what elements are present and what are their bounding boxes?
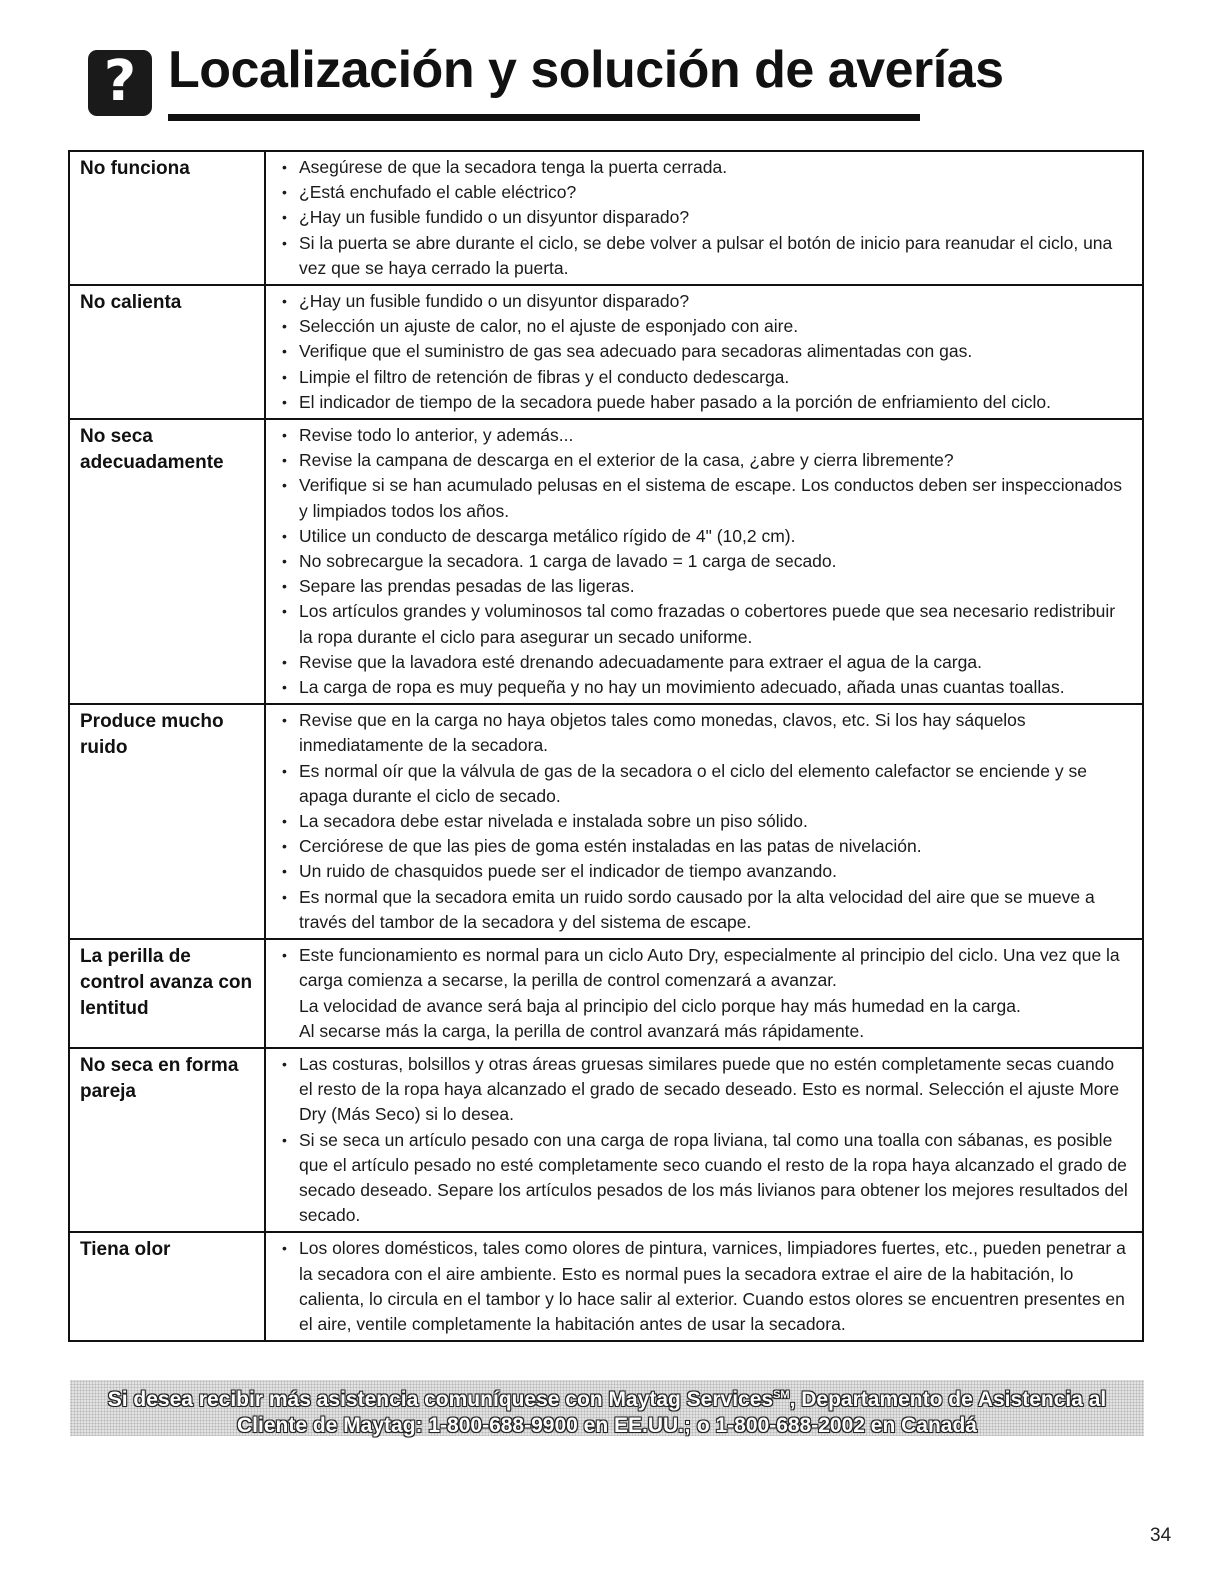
solution-item: • Revise que en la carga no haya objetos tales como monedas, clavos, etc. Si los hay sáquelos inmediatamente de la secadora. xyxy=(280,708,1132,758)
assistance-text-start: Si desea recibir más asistencia comuníquese con Maytag Services xyxy=(107,1388,774,1411)
table-row xyxy=(69,704,1143,939)
question-mark-icon: ? xyxy=(88,50,152,116)
solution-item: • Las costuras, bolsillos y otras áreas gruesas similares puede que no estén completamente secas cuando el resto de la ropa haya alcanzado el grado de secado deseado. Esto es normal. Selección el ajuste More Dry (Más Seco) si lo desea. xyxy=(280,1052,1132,1128)
table-row xyxy=(69,285,1143,419)
title-underline xyxy=(168,114,920,121)
table-row xyxy=(69,419,1143,704)
solution-item: • Este funcionamiento es normal para un ciclo Auto Dry, especialmente al principio del ciclo. Una vez que la carga comienza a secarse, la perilla de control comenzará a avanzar. xyxy=(280,943,1132,993)
assistance-banner-line-1 xyxy=(70,1382,1144,1413)
service-mark: SM xyxy=(773,1389,790,1401)
problem-label: Produce mucho ruido xyxy=(69,704,265,939)
table-row xyxy=(69,151,1143,285)
solution-item: • Separe las prendas pesadas de las ligeras. xyxy=(280,574,1132,599)
table-row xyxy=(69,1232,1143,1341)
solution-item: • La secadora debe estar nivelada e instalada sobre un piso sólido. xyxy=(280,809,1132,834)
solution-item: La velocidad de avance será baja al principio del ciclo porque hay más humedad en la carga. xyxy=(299,995,1021,1016)
problem-label: No funciona xyxy=(69,151,265,285)
solution-item: • ¿Está enchufado el cable eléctrico? xyxy=(280,180,1132,205)
solutions-cell xyxy=(265,704,1143,939)
solutions-cell xyxy=(265,285,1143,419)
problem-label: No calienta xyxy=(69,285,265,419)
solution-item: • Es normal oír que la válvula de gas de la secadora o el ciclo del elemento calefactor se enciende y se apaga durante el ciclo de secado. xyxy=(280,759,1132,809)
solutions-list xyxy=(280,289,1132,415)
solution-item: • Los artículos grandes y voluminosos tal como frazadas o cobertores puede que sea necesario redistribuir la ropa durante el ciclo para asegurar un secado uniforme. xyxy=(280,599,1132,649)
page-title: Localización y solución de averías xyxy=(168,41,1004,99)
solution-item: • Verifique si se han acumulado pelusas en el sistema de escape. Los conductos deben ser inspeccionados y limpiados todos los años. xyxy=(280,473,1132,523)
solution-item: • Cerciórese de que las pies de goma estén instaladas en las patas de nivelación. xyxy=(280,834,1132,859)
solution-item: • Asegúrese de que la secadora tenga la puerta cerrada. xyxy=(280,155,1132,180)
solution-item: • Un ruido de chasquidos puede ser el indicador de tiempo avanzando. xyxy=(280,859,1132,884)
solutions-cell xyxy=(265,151,1143,285)
solutions-list xyxy=(280,708,1132,935)
assistance-banner-line-2: Cliente de Maytag: 1-800-688-9900 en EE.UU.; o 1-800-688-2002 en Canadá xyxy=(237,1414,977,1437)
solution-item: • ¿Hay un fusible fundido o un disyuntor disparado? xyxy=(280,289,1132,314)
solutions-list xyxy=(280,155,1132,281)
page-header xyxy=(88,36,1004,122)
solution-item: • Si la puerta se abre durante el ciclo, se debe volver a pulsar el botón de inicio para reanudar el ciclo, una vez que se haya cerrado la puerta. xyxy=(280,231,1132,281)
troubleshooting-table-body xyxy=(69,151,1143,1341)
solution-item: Al secarse más la carga, la perilla de control avanzará más rápidamente. xyxy=(299,1020,865,1041)
solutions-cell xyxy=(265,1232,1143,1341)
troubleshooting-table xyxy=(68,150,1144,1342)
solution-item: • Verifique que el suministro de gas sea adecuado para secadoras alimentadas con gas. xyxy=(280,339,1132,364)
table-row xyxy=(69,1048,1143,1232)
solution-item: • Es normal que la secadora emita un ruido sordo causado por la alta velocidad del aire que se mueve a través del tambor de la secadora y del sistema de escape. xyxy=(280,885,1132,935)
solutions-list xyxy=(280,423,1132,700)
solution-item: • Selección un ajuste de calor, no el ajuste de esponjado con aire. xyxy=(280,314,1132,339)
table-row xyxy=(69,939,1143,1048)
solutions-list xyxy=(280,943,1132,1044)
solution-item: • Utilice un conducto de descarga metálico rígido de 4" (10,2 cm). xyxy=(280,524,1132,549)
solution-item: • Revise todo lo anterior, y además... xyxy=(280,423,1132,448)
problem-label: No seca en forma pareja xyxy=(69,1048,265,1232)
assistance-text-end: , Departamento de Asistencia al xyxy=(789,1388,1107,1411)
page-number: 34 xyxy=(1150,1525,1172,1546)
solution-item: • Si se seca un artículo pesado con una carga de ropa liviana, tal como una toalla con sábanas, es posible que el artículo pesado no esté completamente seco cuando el resto de la ropa haya alcanzado el grado de secado deseado. Separe los artículos pesados de los más livianos para obtener los mejores resultados del secado. xyxy=(280,1128,1132,1229)
solutions-cell xyxy=(265,1048,1143,1232)
solution-item: • Limpie el filtro de retención de fibras y el conducto dedescarga. xyxy=(280,365,1132,390)
solutions-list xyxy=(280,1236,1132,1337)
solutions-cell xyxy=(265,419,1143,704)
solution-item: • Revise la campana de descarga en el exterior de la casa, ¿abre y cierra libremente? xyxy=(280,448,1132,473)
problem-label: La perilla de control avanza con lentitud xyxy=(69,939,265,1048)
problem-label: No seca adecuadamente xyxy=(69,419,265,704)
solutions-list xyxy=(280,1052,1132,1228)
problem-label: Tiena olor xyxy=(69,1232,265,1341)
solution-item: • No sobrecargue la secadora. 1 carga de lavado = 1 carga de secado. xyxy=(280,549,1132,574)
solution-item: • Revise que la lavadora esté drenando adecuadamente para extraer el agua de la carga. xyxy=(280,650,1132,675)
solution-item: • El indicador de tiempo de la secadora puede haber pasado a la porción de enfriamiento del ciclo. xyxy=(280,390,1132,415)
solution-item: • La carga de ropa es muy pequeña y no hay un movimiento adecuado, añada unas cuantas toallas. xyxy=(280,675,1132,700)
solutions-cell xyxy=(265,939,1143,1048)
solution-item: • ¿Hay un fusible fundido o un disyuntor disparado? xyxy=(280,205,1132,230)
solution-item: • Los olores domésticos, tales como olores de pintura, varnices, limpiadores fuertes, etc., pueden penetrar a la secadora con el aire ambiente. Esto es normal pues la secadora extrae el aire de la habitación, lo calienta, lo circula en el tambor y lo hace salir al exterior. Cuando estos olores se encuentren presentes en el aire, ventile completamente la habitación antes de usar la secadora. xyxy=(280,1236,1132,1337)
assistance-banner xyxy=(70,1380,1144,1436)
